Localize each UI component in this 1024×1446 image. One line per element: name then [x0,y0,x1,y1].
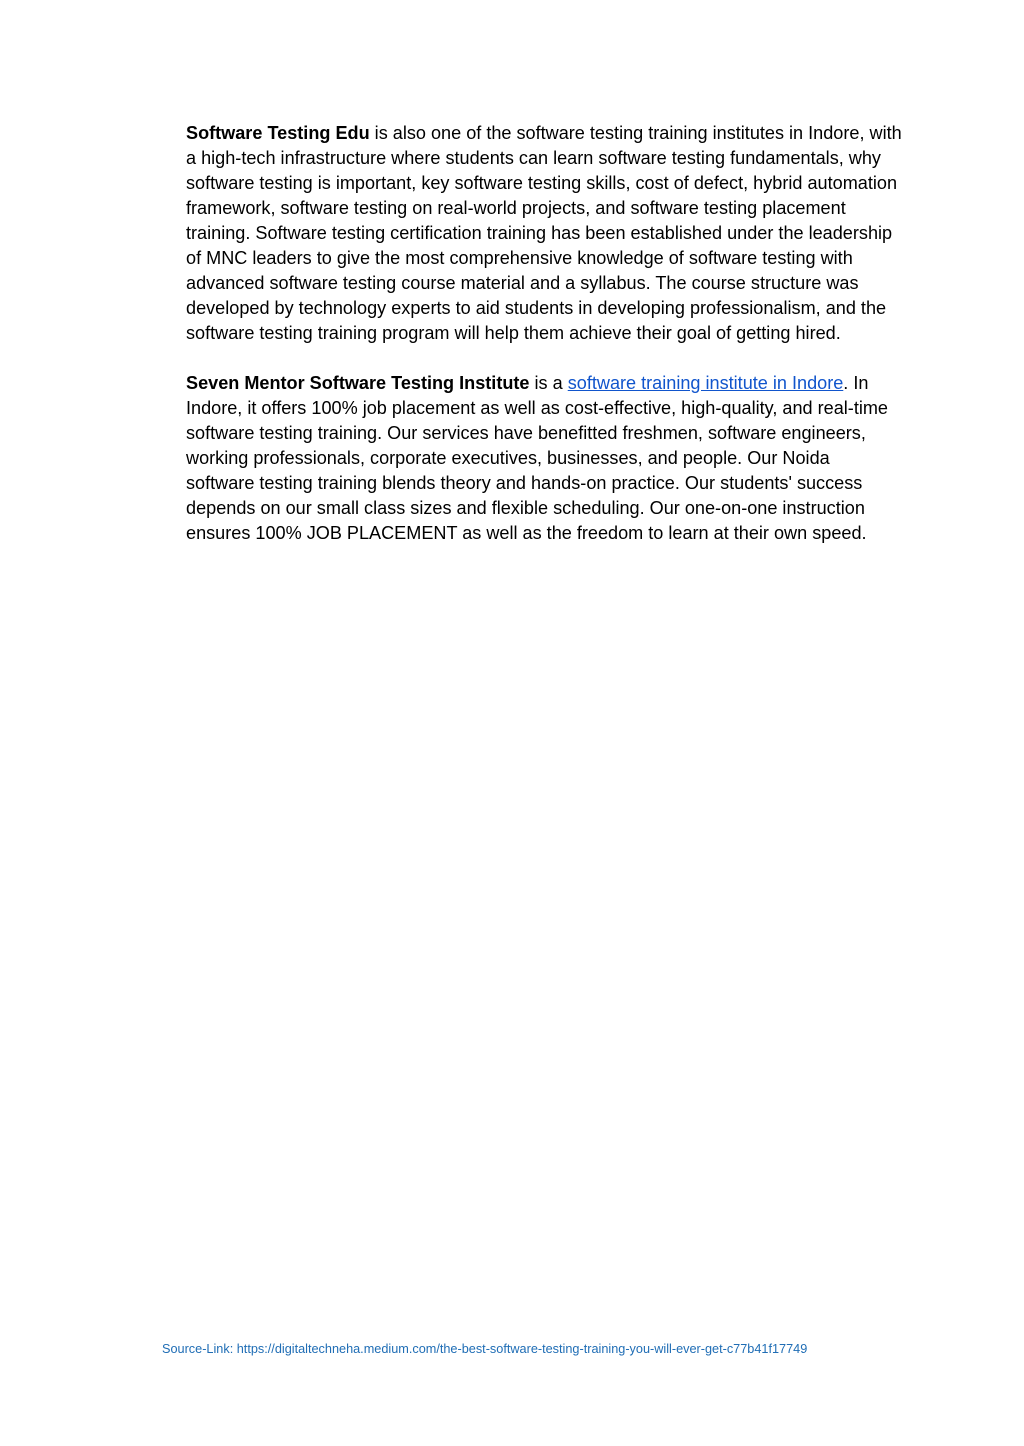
paragraph-text: is also one of the software testing training institutes in Indore, with a high-tech infrastructure where students can learn software testing fundamentals, why software testing is important, key software testing skills, cost of defect, hybrid automation framework, software testing on real-world projects, and software testing placement training. Software testing certification training has been established under the leadership of MNC leaders to give the most comprehensive knowledge of software testing with advanced software testing course material and a syllabus. The course structure was developed by technology experts to aid students in developing professionalism, and the software testing training program will help them achieve their goal of getting hired. [186,123,902,343]
paragraph-bold-lead: Software Testing Edu [186,123,370,143]
paragraph-software-testing-edu [186,121,902,346]
source-link[interactable]: Source-Link: https://digitaltechneha.medium.com/the-best-software-testing-training-you-will-ever-get-c77b41f17749 [162,1342,808,1356]
paragraph-seven-mentor [186,371,902,546]
paragraph-bold-lead: Seven Mentor Software Testing Institute [186,373,530,393]
software-training-institute-link[interactable]: software training institute in Indore [567,373,844,393]
paragraph-text: . In Indore, it offers 100% job placement as well as cost-effective, high-quality, and real-time software testing training. Our services have benefitted freshmen, software engineers, working professionals, corporate executives, businesses, and people. Our Noida software testing training blends theory and hands-on practice. Our students' success depends on our small class sizes and flexible scheduling. Our one-on-one instruction ensures 100% JOB PLACEMENT as well as the freedom to learn at their own speed. [186,373,888,543]
document-body [186,121,902,571]
paragraph-text: is a [529,373,568,393]
